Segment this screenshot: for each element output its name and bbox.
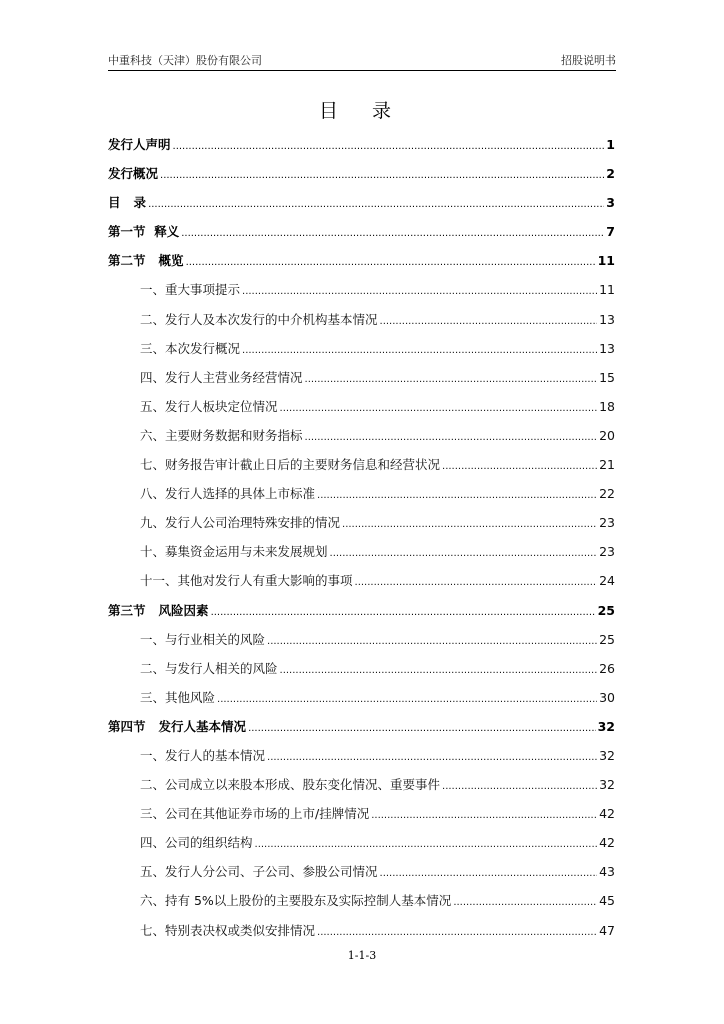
toc-dot-leader xyxy=(342,515,597,535)
toc-entry-page-number: 25 xyxy=(597,602,615,618)
toc-entry-label: 第四节 发行人基本情况 xyxy=(108,718,247,734)
toc-dot-leader xyxy=(242,282,597,302)
toc-entry-page-number: 42 xyxy=(599,835,615,851)
toc-entry-label: 二、公司成立以来股本形成、股东变化情况、重要事件 xyxy=(140,777,441,793)
toc-entry-page-number: 15 xyxy=(599,369,615,385)
toc-entry-label: 十、募集资金运用与未来发展规划 xyxy=(140,544,328,560)
toc-dot-leader xyxy=(380,312,598,332)
toc-entry-page-number: 3 xyxy=(606,195,615,211)
toc-entry-page-number: 1 xyxy=(606,137,615,152)
toc-dot-leader xyxy=(442,777,597,797)
toc-entry-page-number: 25 xyxy=(599,631,615,647)
toc-dot-leader xyxy=(211,603,596,623)
toc-dot-leader xyxy=(280,661,598,681)
toc-entry-label: 二、与发行人相关的风险 xyxy=(140,660,278,676)
toc-entry-page-number: 47 xyxy=(599,922,615,938)
running-header xyxy=(108,52,616,71)
toc-entry-label: 第一节 释义 xyxy=(108,224,180,240)
toc-subsection-entry[interactable] xyxy=(108,686,615,715)
table-of-contents xyxy=(108,133,615,948)
toc-entry-page-number: 21 xyxy=(599,457,615,473)
toc-subsection-entry[interactable] xyxy=(108,278,615,307)
toc-subsection-entry[interactable] xyxy=(108,628,615,657)
toc-dot-leader xyxy=(305,428,598,448)
toc-subsection-entry[interactable] xyxy=(108,802,615,831)
toc-entry-label: 三、公司在其他证券市场的上市/挂牌情况 xyxy=(140,806,370,822)
toc-subsection-entry[interactable] xyxy=(108,831,615,860)
toc-entry-page-number: 18 xyxy=(599,398,615,414)
toc-entry-label: 第三节 风险因素 xyxy=(108,602,209,618)
toc-dot-leader xyxy=(248,719,596,739)
toc-subsection-entry[interactable] xyxy=(108,889,615,918)
toc-entry-page-number: 24 xyxy=(599,573,615,589)
toc-section-entry[interactable] xyxy=(108,715,615,744)
toc-subsection-entry[interactable] xyxy=(108,453,615,482)
toc-entry-page-number: 7 xyxy=(606,224,615,240)
toc-entry-page-number: 11 xyxy=(599,282,615,298)
toc-subsection-entry[interactable] xyxy=(108,744,615,773)
toc-entry-label: 五、发行人板块定位情况 xyxy=(140,398,278,414)
toc-dot-leader xyxy=(442,457,597,477)
toc-entry-label: 六、主要财务数据和财务指标 xyxy=(140,427,303,443)
toc-entry-label: 七、财务报告审计截止日后的主要财务信息和经营状况 xyxy=(140,457,441,473)
toc-entry-page-number: 45 xyxy=(599,893,615,909)
toc-entry-label: 七、特别表决权或类似安排情况 xyxy=(140,922,316,938)
toc-entry-page-number: 11 xyxy=(597,253,615,269)
toc-dot-leader xyxy=(317,923,597,943)
toc-subsection-entry[interactable] xyxy=(108,482,615,511)
toc-dot-leader xyxy=(280,399,598,419)
toc-entry-label: 一、发行人的基本情况 xyxy=(140,747,266,763)
toc-dot-leader xyxy=(267,632,597,652)
toc-entry-label: 五、发行人分公司、子公司、参股公司情况 xyxy=(140,864,378,880)
toc-entry-label: 六、持有 5%以上股份的主要股东及实际控制人基本情况 xyxy=(140,893,452,909)
toc-entry-label: 发行概况 xyxy=(108,166,159,182)
toc-subsection-entry[interactable] xyxy=(108,424,615,453)
toc-entry-label: 四、发行人主营业务经营情况 xyxy=(140,369,303,385)
toc-dot-leader xyxy=(330,544,598,564)
toc-section-entry[interactable] xyxy=(108,220,615,249)
toc-dot-leader xyxy=(181,224,604,244)
toc-dot-leader xyxy=(255,835,598,855)
toc-entry-label: 目 录 xyxy=(108,195,147,211)
toc-subsection-entry[interactable] xyxy=(108,773,615,802)
toc-entry-page-number: 20 xyxy=(599,427,615,443)
toc-dot-leader xyxy=(305,370,598,390)
toc-dot-leader xyxy=(217,690,597,710)
toc-entry-page-number: 32 xyxy=(597,718,615,734)
toc-dot-leader xyxy=(267,748,597,768)
toc-subsection-entry[interactable] xyxy=(108,511,615,540)
toc-entry-page-number: 2 xyxy=(606,166,615,182)
toc-subsection-entry[interactable] xyxy=(108,366,615,395)
toc-dot-leader xyxy=(380,864,598,884)
toc-section-entry[interactable] xyxy=(108,162,615,191)
toc-dot-leader xyxy=(453,893,597,913)
toc-dot-leader xyxy=(371,806,597,826)
toc-section-entry[interactable] xyxy=(108,133,615,162)
toc-entry-label: 一、重大事项提示 xyxy=(140,282,241,298)
toc-entry-label: 一、与行业相关的风险 xyxy=(140,631,266,647)
toc-entry-page-number: 23 xyxy=(599,544,615,560)
toc-entry-label: 九、发行人公司治理特殊安排的情况 xyxy=(140,515,341,531)
toc-subsection-entry[interactable] xyxy=(108,860,615,889)
toc-dot-leader xyxy=(317,486,597,506)
toc-subsection-entry[interactable] xyxy=(108,337,615,366)
toc-subsection-entry[interactable] xyxy=(108,308,615,337)
toc-entry-page-number: 13 xyxy=(599,340,615,356)
toc-entry-page-number: 32 xyxy=(599,747,615,763)
toc-subsection-entry[interactable] xyxy=(108,657,615,686)
page-number: 1-1-3 xyxy=(347,949,377,962)
toc-subsection-entry[interactable] xyxy=(108,919,615,948)
toc-section-entry[interactable] xyxy=(108,249,615,278)
toc-subsection-entry[interactable] xyxy=(108,540,615,569)
toc-dot-leader xyxy=(242,341,597,361)
toc-entry-page-number: 23 xyxy=(599,515,615,531)
toc-entry-label: 三、本次发行概况 xyxy=(140,340,241,356)
toc-entry-label: 第二节 概览 xyxy=(108,253,184,269)
toc-entry-page-number: 42 xyxy=(599,806,615,822)
toc-entry-page-number: 43 xyxy=(599,864,615,880)
toc-entry-page-number: 30 xyxy=(599,689,615,705)
toc-entry-page-number: 32 xyxy=(599,777,615,793)
toc-section-entry[interactable] xyxy=(108,599,615,628)
toc-entry-label: 二、发行人及本次发行的中介机构基本情况 xyxy=(140,311,378,327)
toc-entry-page-number: 22 xyxy=(599,486,615,502)
toc-entry-label: 发行人声明 xyxy=(108,137,171,152)
toc-dot-leader xyxy=(186,253,596,273)
toc-entry-label: 八、发行人选择的具体上市标准 xyxy=(140,486,316,502)
toc-dot-leader xyxy=(148,195,604,215)
toc-entry-page-number: 13 xyxy=(599,311,615,327)
toc-dot-leader xyxy=(173,137,605,157)
toc-section-entry[interactable] xyxy=(108,191,615,220)
header-company-name: 中重科技（天津）股份有限公司 xyxy=(108,54,262,67)
toc-entry-label: 三、其他风险 xyxy=(140,689,216,705)
header-document-type: 招股说明书 xyxy=(561,54,616,67)
toc-entry-page-number: 26 xyxy=(599,660,615,676)
toc-entry-label: 十一、其他对发行人有重大影响的事项 xyxy=(140,573,353,589)
page-title: 目 录 xyxy=(318,100,406,122)
toc-subsection-entry[interactable] xyxy=(108,395,615,424)
toc-entry-label: 四、公司的组织结构 xyxy=(140,835,253,851)
toc-dot-leader xyxy=(160,166,604,186)
toc-subsection-entry[interactable] xyxy=(108,569,615,598)
toc-dot-leader xyxy=(355,573,598,593)
